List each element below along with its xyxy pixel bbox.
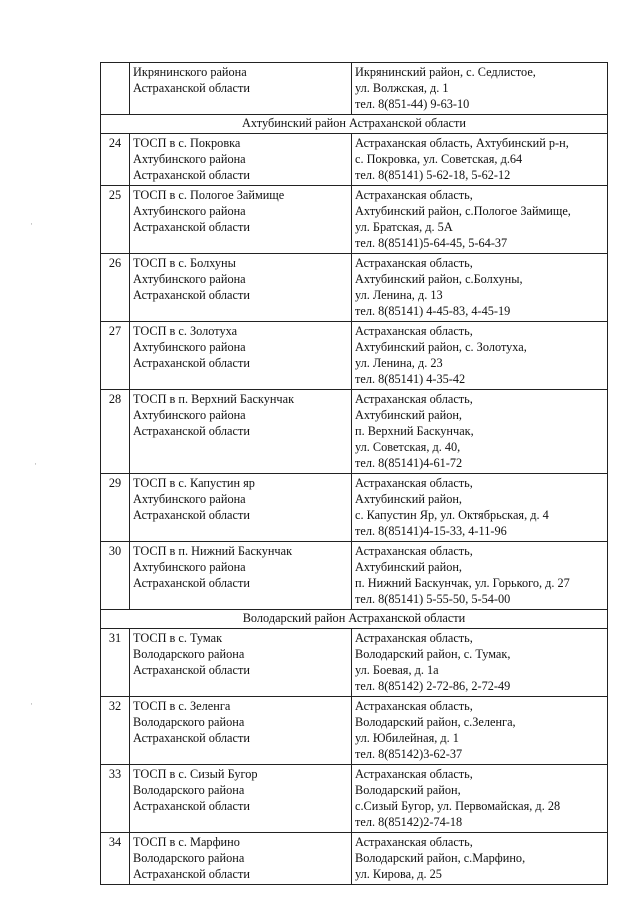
row-number: 25 — [101, 186, 130, 254]
section-title: Володарский район Астраханской области — [101, 610, 608, 629]
row-number: 24 — [101, 134, 130, 186]
address-line: ул. Кирова, д. 25 — [355, 867, 442, 881]
table-row — [101, 186, 608, 254]
organization-name-line: ТОСП в с. Сизый Бугор — [133, 767, 258, 781]
table-row — [101, 833, 608, 885]
organization-name-line: Ахтубинского района — [133, 204, 246, 218]
address-line: ул. Советская, д. 40, — [355, 440, 461, 454]
organization-name-line: Володарского района — [133, 715, 245, 729]
organization-name-line: Астраханской области — [133, 663, 250, 677]
organization-name-line: Володарского района — [133, 783, 245, 797]
address-cell — [352, 542, 608, 610]
organization-name-cell — [130, 134, 352, 186]
address-line: Ахтубинский район, с.Болхуны, — [355, 272, 523, 286]
table-row — [101, 697, 608, 765]
organization-name-line: Ахтубинского района — [133, 340, 246, 354]
organization-name-line: Ахтубинского района — [133, 560, 246, 574]
address-line: Володарский район, с.Марфино, — [355, 851, 526, 865]
address-line: Ахтубинский район, — [355, 408, 462, 422]
address-cell — [352, 697, 608, 765]
organization-name-line: Володарского района — [133, 851, 245, 865]
address-line: тел. 8(85141)5-64-45, 5-64-37 — [355, 236, 508, 250]
organization-name-line: Астраханской области — [133, 576, 250, 590]
organization-name-cell — [130, 629, 352, 697]
address-line: Ахтубинский район, с. Золотуха, — [355, 340, 527, 354]
row-number: 26 — [101, 254, 130, 322]
row-number — [101, 63, 130, 115]
table-row — [101, 254, 608, 322]
organization-name-line: Икрянинского района — [133, 65, 247, 79]
address-cell — [352, 254, 608, 322]
address-cell — [352, 322, 608, 390]
organization-name-line: ТОСП в с. Зеленга — [133, 699, 231, 713]
organization-name-line: ТОСП в с. Покровка — [133, 136, 241, 150]
address-cell — [352, 474, 608, 542]
row-number: 33 — [101, 765, 130, 833]
address-line: Астраханская область, — [355, 544, 473, 558]
address-line: п. Нижний Баскунчак, ул. Горького, д. 27 — [355, 576, 570, 590]
scan-speck: · — [30, 219, 33, 229]
table-row — [101, 474, 608, 542]
organization-name-line: ТОСП в п. Верхний Баскунчак — [133, 392, 295, 406]
table-row — [101, 390, 608, 474]
organization-name-line: ТОСП в с. Золотуха — [133, 324, 238, 338]
address-line: с.Сизый Бугор, ул. Первомайская, д. 28 — [355, 799, 561, 813]
organization-name-line: ТОСП в с. Пологое Займище — [133, 188, 285, 202]
table-row — [101, 765, 608, 833]
table-row — [101, 134, 608, 186]
address-line: ул. Юбилейная, д. 1 — [355, 731, 459, 745]
organization-name-line: Ахтубинского района — [133, 272, 246, 286]
organization-name-cell — [130, 765, 352, 833]
address-line: Астраханская область, — [355, 324, 473, 338]
table-row — [101, 542, 608, 610]
address-line: Ахтубинский район, — [355, 560, 462, 574]
address-cell — [352, 390, 608, 474]
organization-name-line: Астраханской области — [133, 288, 250, 302]
organization-name-cell — [130, 474, 352, 542]
organization-name-line: Володарского района — [133, 647, 245, 661]
address-line: ул. Ленина, д. 23 — [355, 356, 443, 370]
address-line: тел. 8(85141)4-61-72 — [355, 456, 463, 470]
organization-name-cell — [130, 833, 352, 885]
address-cell — [352, 134, 608, 186]
address-line: Астраханская область, — [355, 188, 473, 202]
table-row — [101, 63, 608, 115]
address-line: с. Покровка, ул. Советская, д.64 — [355, 152, 523, 166]
address-line: тел. 8(85141)4-15-33, 4-11-96 — [355, 524, 507, 538]
address-line: тел. 8(85142)3-62-37 — [355, 747, 463, 761]
address-line: Володарский район, с.Зеленга, — [355, 715, 516, 729]
address-line: ул. Боевая, д. 1а — [355, 663, 439, 677]
organization-name-line: Астраханской области — [133, 867, 250, 881]
section-header-row — [101, 610, 608, 629]
organization-name-line: Астраханской области — [133, 508, 250, 522]
organization-name-line: Астраханской области — [133, 731, 250, 745]
organization-name-line: Астраханской области — [133, 356, 250, 370]
address-line: Астраханская область, — [355, 256, 473, 270]
address-line: Астраханская область, — [355, 392, 473, 406]
organization-name-line: ТОСП в с. Тумак — [133, 631, 223, 645]
address-line: Астраханская область, — [355, 767, 473, 781]
table-row — [101, 322, 608, 390]
row-number: 29 — [101, 474, 130, 542]
address-line: Володарский район, с. Тумак, — [355, 647, 511, 661]
organization-name-line: Ахтубинского района — [133, 492, 246, 506]
address-line: п. Верхний Баскунчак, — [355, 424, 474, 438]
organization-name-cell — [130, 63, 352, 115]
address-cell — [352, 765, 608, 833]
address-cell — [352, 63, 608, 115]
row-number: 27 — [101, 322, 130, 390]
organization-name-cell — [130, 322, 352, 390]
address-line: тел. 8(85141) 4-35-42 — [355, 372, 466, 386]
scan-speck: · — [34, 459, 37, 469]
organization-name-cell — [130, 186, 352, 254]
address-cell — [352, 186, 608, 254]
organization-name-line: Астраханской области — [133, 168, 250, 182]
organization-name-line: Астраханской области — [133, 799, 250, 813]
row-number: 34 — [101, 833, 130, 885]
address-line: ул. Волжская, д. 1 — [355, 81, 449, 95]
organization-name-cell — [130, 542, 352, 610]
address-cell — [352, 629, 608, 697]
address-line: тел. 8(85142)2-74-18 — [355, 815, 463, 829]
organization-name-cell — [130, 697, 352, 765]
organization-name-line: ТОСП в с. Капустин яр — [133, 476, 255, 490]
table-body — [101, 63, 608, 885]
row-number: 32 — [101, 697, 130, 765]
organization-name-cell — [130, 390, 352, 474]
organization-name-line: Астраханской области — [133, 220, 250, 234]
address-line: Володарский район, — [355, 783, 461, 797]
table-row — [101, 629, 608, 697]
organization-name-line: ТОСП в п. Нижний Баскунчак — [133, 544, 293, 558]
row-number: 31 — [101, 629, 130, 697]
organization-name-line: Ахтубинского района — [133, 152, 246, 166]
address-line: ул. Ленина, д. 13 — [355, 288, 443, 302]
address-line: с. Капустин Яр, ул. Октябрьская, д. 4 — [355, 508, 549, 522]
address-line: тел. 8(85142) 2-72-86, 2-72-49 — [355, 679, 511, 693]
address-line: тел. 8(85141) 5-55-50, 5-54-00 — [355, 592, 511, 606]
organization-name-line: Ахтубинского района — [133, 408, 246, 422]
row-number: 28 — [101, 390, 130, 474]
organization-name-line: ТОСП в с. Марфино — [133, 835, 240, 849]
section-header-row — [101, 115, 608, 134]
organization-name-line: Астраханской области — [133, 81, 250, 95]
row-number: 30 — [101, 542, 130, 610]
address-line: Астраханская область, — [355, 699, 473, 713]
address-line: Астраханская область, — [355, 631, 473, 645]
section-title: Ахтубинский район Астраханской области — [101, 115, 608, 134]
address-line: тел. 8(85141) 5-62-18, 5-62-12 — [355, 168, 511, 182]
address-line: тел. 8(85141) 4-45-83, 4-45-19 — [355, 304, 511, 318]
scan-speck: · — [30, 699, 33, 709]
address-line: Астраханская область, — [355, 476, 473, 490]
organization-name-line: ТОСП в с. Болхуны — [133, 256, 236, 270]
address-line: Астраханская область, — [355, 835, 473, 849]
address-line: Ахтубинский район, — [355, 492, 462, 506]
organizations-table — [100, 62, 608, 885]
address-line: ул. Братская, д. 5А — [355, 220, 453, 234]
address-line: Астраханская область, Ахтубинский р-н, — [355, 136, 569, 150]
organization-name-cell — [130, 254, 352, 322]
address-line: Ахтубинский район, с.Пологое Займище, — [355, 204, 571, 218]
address-line: Икрянинский район, с. Седлистое, — [355, 65, 536, 79]
address-line: тел. 8(851-44) 9-63-10 — [355, 97, 470, 111]
address-cell — [352, 833, 608, 885]
organization-name-line: Астраханской области — [133, 424, 250, 438]
